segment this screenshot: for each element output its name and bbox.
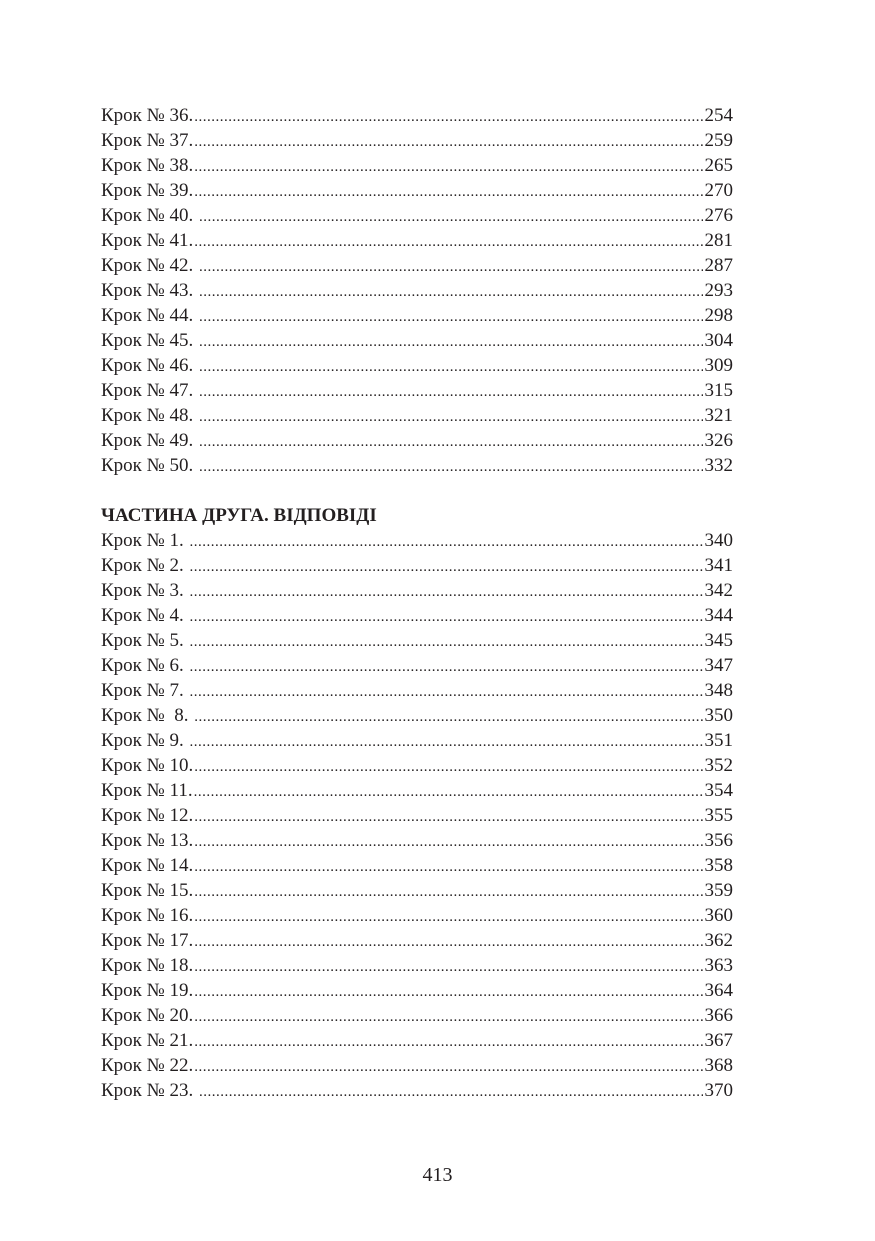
- toc-dot-leader: [194, 830, 702, 855]
- toc-entry-page: 351: [704, 730, 733, 751]
- toc-entry: [101, 828, 733, 853]
- toc-entry-label: Крок № 41.: [101, 230, 194, 251]
- toc-entry: [101, 803, 733, 828]
- page-number: 413: [422, 1164, 453, 1186]
- toc-entry: [101, 853, 733, 878]
- toc-entry-label: Крок № 21.: [101, 1030, 194, 1051]
- toc-entry-label: Крок № 14.: [101, 855, 194, 876]
- toc-dot-leader: [199, 280, 702, 305]
- toc-entry: [101, 403, 733, 428]
- toc-entry: [101, 778, 733, 803]
- toc-entry-page: 350: [704, 705, 733, 726]
- toc-entry: [101, 303, 733, 328]
- toc-entry-page: 360: [704, 905, 733, 926]
- toc-dot-leader: [199, 1080, 702, 1105]
- toc-dot-leader: [199, 255, 702, 280]
- toc-entry-label: Крок № 38.: [101, 155, 194, 176]
- toc-entry-label: Крок № 7.: [101, 680, 189, 701]
- toc-dot-leader: [199, 355, 702, 380]
- toc-entry: [101, 903, 733, 928]
- toc-entry-label: Крок № 23.: [101, 1080, 199, 1101]
- toc-entry-label: Крок № 10.: [101, 755, 194, 776]
- table-of-contents: [101, 103, 733, 1103]
- toc-entry: [101, 378, 733, 403]
- toc-entry-label: Крок № 18.: [101, 955, 194, 976]
- toc-entry: [101, 578, 733, 603]
- toc-entry-label: Крок № 39.: [101, 180, 194, 201]
- toc-entry: [101, 178, 733, 203]
- toc-dot-leader: [199, 380, 702, 405]
- toc-dot-leader: [194, 780, 703, 805]
- toc-entry-label: Крок № 46.: [101, 355, 199, 376]
- toc-dot-leader: [199, 205, 702, 230]
- toc-entry: [101, 928, 733, 953]
- toc-entry: [101, 1078, 733, 1103]
- toc-entry: [101, 453, 733, 478]
- toc-entry-page: 341: [704, 555, 733, 576]
- toc-dot-leader: [194, 180, 702, 205]
- toc-entry-label: Крок № 19.: [101, 980, 194, 1001]
- toc-entry-label: Крок № 37.: [101, 130, 194, 151]
- toc-dot-leader: [194, 805, 702, 830]
- toc-entry-page: 293: [704, 280, 733, 301]
- toc-entry-page: 368: [704, 1055, 733, 1076]
- toc-entry-label: Крок № 3.: [101, 580, 189, 601]
- toc-entry-label: Крок № 8.: [101, 705, 194, 726]
- toc-entry-page: 352: [704, 755, 733, 776]
- toc-dot-leader: [190, 730, 703, 755]
- toc-entry: [101, 228, 733, 253]
- toc-dot-leader: [194, 155, 702, 180]
- toc-entry-label: Крок № 45.: [101, 330, 199, 351]
- toc-entry-label: Крок № 9.: [101, 730, 189, 751]
- toc-entry-page: 356: [704, 830, 733, 851]
- toc-entry-label: Крок № 12.: [101, 805, 194, 826]
- toc-entry-label: Крок № 1.: [101, 530, 189, 551]
- toc-entry-label: Крок № 44.: [101, 305, 199, 326]
- toc-dot-leader: [194, 905, 702, 930]
- toc-entry-label: Крок № 13.: [101, 830, 194, 851]
- toc-entry-page: 326: [704, 430, 733, 451]
- toc-entry: [101, 278, 733, 303]
- toc-dot-leader: [194, 230, 702, 255]
- toc-dot-leader: [190, 630, 703, 655]
- toc-entry: [101, 703, 733, 728]
- toc-entry-page: 342: [704, 580, 733, 601]
- toc-entry-label: Крок № 36.: [101, 105, 194, 126]
- toc-entry-label: Крок № 17.: [101, 930, 194, 951]
- toc-dot-leader: [194, 855, 702, 880]
- toc-entry-page: 309: [704, 355, 733, 376]
- toc-entry: [101, 728, 733, 753]
- toc-entry-page: 345: [704, 630, 733, 651]
- toc-entry: [101, 603, 733, 628]
- toc-entry-label: Крок № 20.: [101, 1005, 194, 1026]
- toc-entry-label: Крок № 15.: [101, 880, 194, 901]
- toc-entry: [101, 103, 733, 128]
- toc-entry-label: Крок № 16.: [101, 905, 194, 926]
- toc-part-two-list: [101, 528, 733, 1103]
- toc-dot-leader: [194, 930, 702, 955]
- toc-entry-page: 321: [704, 405, 733, 426]
- toc-entry: [101, 1003, 733, 1028]
- toc-part-one-list: [101, 103, 733, 478]
- toc-dot-leader: [199, 430, 702, 455]
- toc-entry-page: 354: [704, 780, 733, 801]
- toc-entry-page: 298: [704, 305, 733, 326]
- toc-entry: [101, 328, 733, 353]
- toc-dot-leader: [199, 455, 702, 480]
- toc-dot-leader: [194, 955, 702, 980]
- toc-entry: [101, 128, 733, 153]
- toc-entry: [101, 253, 733, 278]
- toc-entry-page: 366: [704, 1005, 733, 1026]
- toc-entry-page: 332: [704, 455, 733, 476]
- toc-entry-label: Крок № 40.: [101, 205, 199, 226]
- toc-entry-label: Крок № 2.: [101, 555, 189, 576]
- toc-dot-leader: [194, 705, 702, 730]
- toc-entry-page: 270: [704, 180, 733, 201]
- toc-entry-page: 367: [704, 1030, 733, 1051]
- toc-entry-page: 315: [704, 380, 733, 401]
- toc-entry-page: 370: [704, 1080, 733, 1101]
- toc-dot-leader: [199, 330, 702, 355]
- toc-entry-page: 359: [704, 880, 733, 901]
- toc-dot-leader: [194, 1030, 702, 1055]
- toc-dot-leader: [190, 555, 703, 580]
- toc-entry: [101, 553, 733, 578]
- toc-entry-label: Крок № 50.: [101, 455, 199, 476]
- toc-entry-page: 287: [704, 255, 733, 276]
- toc-entry: [101, 1053, 733, 1078]
- toc-entry-page: 265: [704, 155, 733, 176]
- toc-entry-page: 358: [704, 855, 733, 876]
- toc-entry-label: Крок № 48.: [101, 405, 199, 426]
- toc-dot-leader: [190, 530, 703, 555]
- toc-dot-leader: [194, 1055, 702, 1080]
- toc-dot-leader: [190, 580, 703, 605]
- toc-dot-leader: [194, 980, 702, 1005]
- toc-dot-leader: [194, 880, 702, 905]
- toc-entry: [101, 628, 733, 653]
- toc-entry-label: Крок № 49.: [101, 430, 199, 451]
- toc-entry-page: 304: [704, 330, 733, 351]
- toc-entry-page: 259: [704, 130, 733, 151]
- toc-entry: [101, 428, 733, 453]
- toc-entry: [101, 878, 733, 903]
- toc-dot-leader: [194, 105, 702, 130]
- toc-entry: [101, 978, 733, 1003]
- toc-entry: [101, 353, 733, 378]
- toc-entry-page: 340: [704, 530, 733, 551]
- toc-entry: [101, 678, 733, 703]
- toc-entry-label: Крок № 47.: [101, 380, 199, 401]
- toc-entry-label: Крок № 42.: [101, 255, 199, 276]
- toc-dot-leader: [190, 655, 703, 680]
- toc-entry-label: Крок № 5.: [101, 630, 189, 651]
- toc-entry-label: Крок № 43.: [101, 280, 199, 301]
- toc-entry-label: Крок № 6.: [101, 655, 189, 676]
- toc-entry-page: 364: [704, 980, 733, 1001]
- toc-entry-page: 363: [704, 955, 733, 976]
- toc-dot-leader: [194, 130, 702, 155]
- toc-entry-label: Крок № 4.: [101, 605, 189, 626]
- toc-dot-leader: [199, 405, 702, 430]
- toc-dot-leader: [190, 680, 703, 705]
- toc-entry-page: 276: [704, 205, 733, 226]
- toc-entry: [101, 953, 733, 978]
- toc-entry: [101, 153, 733, 178]
- toc-entry-page: 344: [704, 605, 733, 626]
- toc-entry: [101, 653, 733, 678]
- toc-entry-page: 362: [704, 930, 733, 951]
- toc-entry-page: 281: [704, 230, 733, 251]
- toc-entry-page: 254: [704, 105, 733, 126]
- toc-entry-label: Крок № 22.: [101, 1055, 194, 1076]
- toc-dot-leader: [194, 755, 702, 780]
- toc-entry-label: Крок № 11.: [101, 780, 193, 801]
- toc-dot-leader: [190, 605, 703, 630]
- toc-dot-leader: [199, 305, 702, 330]
- section-heading-part-two: ЧАСТИНА ДРУГА. ВІДПОВІДІ: [101, 505, 377, 526]
- toc-entry-page: 347: [704, 655, 733, 676]
- toc-entry: [101, 528, 733, 553]
- toc-entry-page: 355: [704, 805, 733, 826]
- toc-entry: [101, 1028, 733, 1053]
- toc-entry-page: 348: [704, 680, 733, 701]
- toc-entry: [101, 753, 733, 778]
- toc-dot-leader: [194, 1005, 702, 1030]
- toc-entry: [101, 203, 733, 228]
